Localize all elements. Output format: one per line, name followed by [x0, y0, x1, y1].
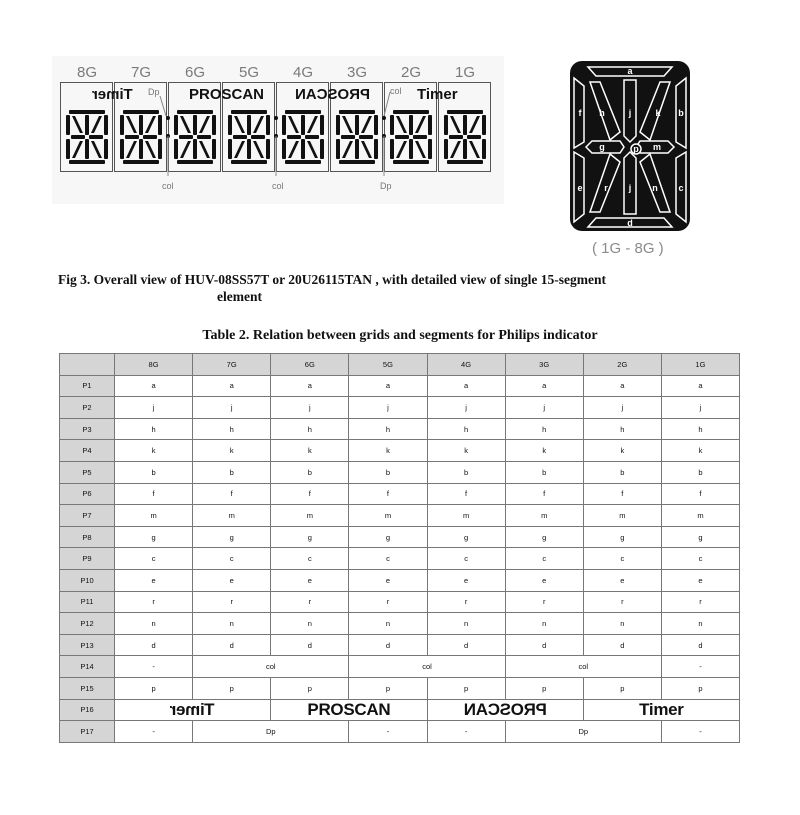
table-cell: r: [349, 591, 427, 613]
table-title: Table 2. Relation between grids and segments for Philips indicator: [202, 328, 598, 343]
table-cell: k: [115, 440, 193, 462]
table-cell: h: [193, 418, 271, 440]
table-cell: c: [427, 548, 505, 570]
row-pin-label: P1: [60, 375, 115, 397]
table-cell: n: [427, 613, 505, 635]
table-cell: f: [271, 483, 349, 505]
row-pin-label: P5: [60, 461, 115, 483]
table-cell: b: [661, 461, 739, 483]
table-row-p12: [60, 613, 740, 635]
table-cell: b: [583, 461, 661, 483]
table-cell: r: [427, 591, 505, 613]
table-cell: -: [661, 721, 739, 743]
table-cell: g: [427, 526, 505, 548]
digit-segments-icon: [227, 109, 271, 165]
table-cell: b: [427, 461, 505, 483]
table-cell: r: [505, 591, 583, 613]
table-cell: f: [583, 483, 661, 505]
table-cell: k: [271, 440, 349, 462]
table-cell: h: [271, 418, 349, 440]
table-cell: p: [193, 677, 271, 699]
row-pin-label: P3: [60, 418, 115, 440]
table-header-8g: 8G: [115, 354, 193, 376]
table-cell: n: [115, 613, 193, 635]
grid-label-3g: 3G: [346, 64, 367, 81]
table-cell: d: [271, 634, 349, 656]
legend-proscan: PROSCAN: [189, 86, 265, 103]
table-cell-proscan: PROSCAN: [271, 699, 427, 721]
table-header-2g: 2G: [583, 354, 661, 376]
row-pin-label: P15: [60, 677, 115, 699]
table-row-p8: [60, 526, 740, 548]
table-cell: e: [271, 569, 349, 591]
table-header-corner: [60, 354, 115, 376]
table-cell: r: [661, 591, 739, 613]
table-cell: a: [193, 375, 271, 397]
table-cell: d: [349, 634, 427, 656]
table-row-p3: [60, 418, 740, 440]
table-cell: j: [349, 397, 427, 419]
row-pin-label: P17: [60, 721, 115, 743]
figure-caption: [58, 271, 748, 305]
table-cell: h: [427, 418, 505, 440]
table-cell: c: [115, 548, 193, 570]
row-pin-label: P9: [60, 548, 115, 570]
table-cell: -: [427, 721, 505, 743]
col-label-bottom-1: col: [162, 181, 174, 191]
table-row-p9: [60, 548, 740, 570]
col-label-bottom-2: col: [272, 181, 284, 191]
table-header-7g: 7G: [193, 354, 271, 376]
row-pin-label: P6: [60, 483, 115, 505]
table-cell: m: [427, 505, 505, 527]
table-header-1g: 1G: [661, 354, 739, 376]
table-header-row: [60, 354, 740, 376]
table-cell: f: [193, 483, 271, 505]
table-cell: e: [193, 569, 271, 591]
digit-segments-icon: [65, 109, 109, 165]
table-cell: g: [193, 526, 271, 548]
table-cell-dp: Dp: [193, 721, 349, 743]
segment-label-c: c: [678, 183, 684, 193]
segment-label-g: g: [599, 142, 605, 152]
table-row-p7: [60, 505, 740, 527]
row-pin-label: P4: [60, 440, 115, 462]
table-cell: c: [349, 548, 427, 570]
table-cell: a: [349, 375, 427, 397]
table-cell: p: [271, 677, 349, 699]
table-cell: a: [583, 375, 661, 397]
table-cell-col: col: [505, 656, 661, 678]
table-cell: p: [115, 677, 193, 699]
table-row-p10: [60, 569, 740, 591]
table-cell: f: [427, 483, 505, 505]
segment-g: [586, 141, 624, 153]
table-cell: k: [505, 440, 583, 462]
table-cell: r: [193, 591, 271, 613]
segment-label-n: n: [652, 183, 658, 193]
table-cell: f: [505, 483, 583, 505]
table-cell: e: [427, 569, 505, 591]
table-cell: -: [349, 721, 427, 743]
table-cell: k: [349, 440, 427, 462]
table-cell: d: [427, 634, 505, 656]
table-cell-proscan-mirrored: PROSCAN: [427, 699, 583, 721]
table-cell: a: [271, 375, 349, 397]
grid-label-6g: 6G: [184, 64, 205, 81]
table-cell: g: [583, 526, 661, 548]
table-cell: a: [505, 375, 583, 397]
table-header-3g: 3G: [505, 354, 583, 376]
row-pin-label: P11: [60, 591, 115, 613]
row-pin-label: P2: [60, 397, 115, 419]
table-cell: -: [115, 656, 193, 678]
table-cell: j: [661, 397, 739, 419]
table-cell: j: [115, 397, 193, 419]
segment-label-p: p: [633, 144, 639, 154]
digit-segments-icon: [443, 109, 487, 165]
table-cell: n: [583, 613, 661, 635]
row-pin-label: P10: [60, 569, 115, 591]
table-cell-col: col: [349, 656, 505, 678]
row-pin-label: P7: [60, 505, 115, 527]
segment-label-e: e: [577, 183, 583, 193]
table-cell: h: [115, 418, 193, 440]
table-cell: h: [505, 418, 583, 440]
segment-label-j-bottom: j: [628, 183, 632, 193]
table-cell: c: [583, 548, 661, 570]
dp-label-top-left: Dp: [148, 87, 160, 97]
table-cell: c: [271, 548, 349, 570]
segment-label-b: b: [678, 108, 684, 118]
table-cell: j: [271, 397, 349, 419]
table-cell: e: [349, 569, 427, 591]
caption-line-1: Fig 3. Overall view of HUV-08SS57T or 20U26115TAN , with detailed view of single 15-segment: [58, 272, 606, 287]
row-pin-label: P13: [60, 634, 115, 656]
table-cell: c: [505, 548, 583, 570]
table-cell: m: [271, 505, 349, 527]
table-cell: c: [661, 548, 739, 570]
digit-segments-icon: [173, 109, 217, 165]
table-cell: g: [271, 526, 349, 548]
table-row-p1: [60, 375, 740, 397]
col-label-top: col: [390, 86, 402, 96]
grid-segment-table: [59, 353, 740, 743]
table-row-p5: [60, 461, 740, 483]
table-cell: f: [349, 483, 427, 505]
dp-label-bottom: Dp: [380, 181, 392, 191]
table-header-4g: 4G: [427, 354, 505, 376]
table-cell: b: [193, 461, 271, 483]
grid-label-4g: 4G: [292, 64, 313, 81]
table-cell: h: [661, 418, 739, 440]
table-cell: m: [505, 505, 583, 527]
segment-label-d: d: [627, 218, 633, 228]
digit-segments-icon: [119, 109, 163, 165]
table-cell: m: [661, 505, 739, 527]
display-overview-figure: [52, 56, 504, 204]
segment-label-m: m: [652, 142, 662, 152]
table-cell: m: [193, 505, 271, 527]
table-cell: b: [349, 461, 427, 483]
table-cell: d: [583, 634, 661, 656]
table-cell: f: [661, 483, 739, 505]
table-cell: n: [271, 613, 349, 635]
table-cell: r: [271, 591, 349, 613]
table-cell: j: [427, 397, 505, 419]
table-cell: -: [115, 721, 193, 743]
table-cell: e: [661, 569, 739, 591]
grid-label-2g: 2G: [400, 64, 421, 81]
table-cell: m: [349, 505, 427, 527]
table-header-5g: 5G: [349, 354, 427, 376]
single-15-segment-diagram: [558, 56, 703, 266]
segment-label-f: f: [578, 108, 582, 118]
table-cell: h: [349, 418, 427, 440]
table-cell: e: [115, 569, 193, 591]
segment-label-j-top: j: [628, 108, 632, 118]
table-row-p2: [60, 397, 740, 419]
segment-label-h: h: [599, 108, 605, 118]
legend-proscan-mirrored: PROSCAN: [295, 86, 371, 103]
table-cell-timer-mirrored: Timer: [115, 699, 271, 721]
digit-segments-icon: [335, 109, 379, 165]
table-row-p14: [60, 656, 740, 678]
grid-label-1g: 1G: [454, 64, 475, 81]
table-cell: d: [505, 634, 583, 656]
table-cell: b: [115, 461, 193, 483]
table-cell: g: [505, 526, 583, 548]
row-pin-label: P14: [60, 656, 115, 678]
table-cell: d: [661, 634, 739, 656]
digit-segments-icon: [389, 109, 433, 165]
table-cell: a: [115, 375, 193, 397]
table-cell: g: [349, 526, 427, 548]
table-cell-col: col: [193, 656, 349, 678]
table-cell: r: [115, 591, 193, 613]
table-row-p16: [60, 699, 740, 721]
segment-label-k: k: [655, 108, 661, 118]
table-cell: c: [193, 548, 271, 570]
digit-segments-icon: [281, 109, 325, 165]
table-cell: e: [583, 569, 661, 591]
row-pin-label: P8: [60, 526, 115, 548]
row-pin-label: P16: [60, 699, 115, 721]
table-cell: k: [661, 440, 739, 462]
legend-timer-mirrored: Timer: [92, 86, 133, 103]
segment-label-r: r: [604, 183, 608, 193]
table-cell-timer: Timer: [583, 699, 739, 721]
table-cell: a: [427, 375, 505, 397]
table-cell: -: [661, 656, 739, 678]
table-cell: n: [193, 613, 271, 635]
table-cell: k: [193, 440, 271, 462]
table-row-p4: [60, 440, 740, 462]
single-element-caption: ( 1G - 8G ): [592, 240, 664, 257]
table-cell: b: [505, 461, 583, 483]
row-pin-label: P12: [60, 613, 115, 635]
grid-label-5g: 5G: [238, 64, 259, 81]
table-cell: j: [193, 397, 271, 419]
table-cell: r: [583, 591, 661, 613]
table-row-p6: [60, 483, 740, 505]
table-cell: g: [115, 526, 193, 548]
table-cell: j: [505, 397, 583, 419]
table-cell: m: [583, 505, 661, 527]
table-cell: n: [349, 613, 427, 635]
legend-timer: Timer: [417, 86, 458, 103]
table-header-6g: 6G: [271, 354, 349, 376]
table-cell: k: [427, 440, 505, 462]
table-cell: h: [583, 418, 661, 440]
table-cell: n: [505, 613, 583, 635]
table-cell: p: [427, 677, 505, 699]
table-cell: j: [583, 397, 661, 419]
table-cell: m: [115, 505, 193, 527]
table-cell: g: [661, 526, 739, 548]
table-cell: a: [661, 375, 739, 397]
table-row-p17: [60, 721, 740, 743]
table-cell: d: [193, 634, 271, 656]
table-cell: f: [115, 483, 193, 505]
grid-label-8g: 8G: [76, 64, 97, 81]
table-cell: d: [115, 634, 193, 656]
table-cell-dp: Dp: [505, 721, 661, 743]
table-cell: e: [505, 569, 583, 591]
segment-label-a: a: [627, 66, 633, 76]
table-cell: p: [349, 677, 427, 699]
table-row-p11: [60, 591, 740, 613]
grid-label-7g: 7G: [130, 64, 151, 81]
table-cell: p: [661, 677, 739, 699]
table-cell: b: [271, 461, 349, 483]
table-cell: p: [583, 677, 661, 699]
table-row-p15: [60, 677, 740, 699]
table-row-p13: [60, 634, 740, 656]
table-cell: n: [661, 613, 739, 635]
table-cell: k: [583, 440, 661, 462]
caption-line-2: element: [217, 289, 262, 304]
table-cell: p: [505, 677, 583, 699]
